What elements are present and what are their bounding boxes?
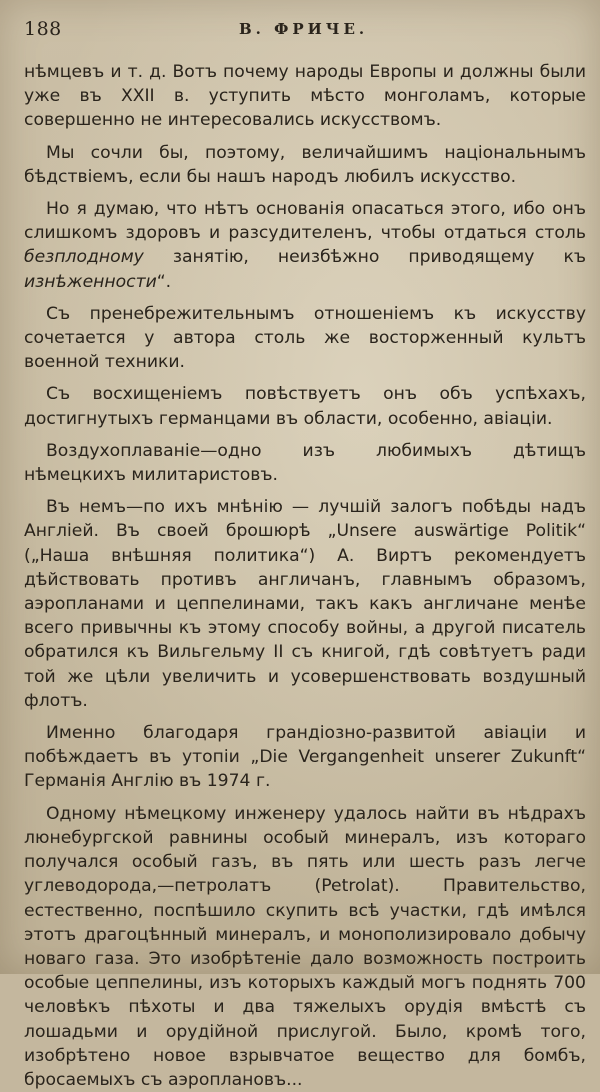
paragraph-3-text-c: “. (156, 271, 172, 292)
paragraph-3-italic-1: безплодному (24, 247, 144, 268)
running-head (24, 18, 586, 42)
paragraph-3-text-a: Но я думаю, что нѣтъ основанія опасаться этого, ибо онъ слишкомъ здоровъ и разсудителенъ, чтобы отдаться столь (24, 199, 586, 244)
paragraph-3-text-b: занятію, неизбѣжно приводящему къ (143, 247, 586, 268)
paragraph-5: Съ восхищеніемъ повѣствуетъ онъ объ успѣхахъ, достигнутыхъ германцами въ области, особенно, авіаціи. (24, 384, 586, 429)
paragraph-8: Именно благодаря грандіозно-развитой авіаціи и побѣждаетъ въ утопіи „Die Vergangenheit unserer Zukunft“ Германія Англію въ 1974 г. (24, 723, 586, 792)
page-number: 188 (24, 18, 62, 40)
running-title: В. ФРИЧЕ. (239, 20, 369, 38)
paragraph-9: Одному нѣмецкому инженеру удалось найти въ нѣдрахъ люнебургской равнины особый минералъ, изъ котораго получался особый газъ, въ пять или шесть разъ легче углеводорода,—петролатъ (Petrolat). Правительство, естественно, поспѣшило скупить всѣ участки, гдѣ имѣлся этотъ драгоцѣнный минералъ, и монополизировало добычу новаго газа. Это изобрѣтеніе дало возможность построить особые цеппелины, изъ которыхъ каждый могъ поднять 700 человѣкъ пѣхоты и два тяжелыхъ орудія вмѣстѣ съ лошадьми и орудійной прислугой. Было, кромѣ того, изобрѣтено новое взрывчатое вещество для бомбъ, бросаемыхъ съ аэроплановъ... (24, 803, 586, 1090)
paragraph-3 (24, 197, 586, 294)
paragraph-6: Воздухоплаваніе—одно изъ любимыхъ дѣтищъ нѣмецкихъ милитаристовъ. (24, 440, 586, 486)
paragraph-3-italic-2: изнѣженности (24, 271, 157, 292)
paragraph-4: Съ пренебрежительнымъ отношеніемъ къ искусству сочетается у автора столь же восторженный культъ военной техники. (24, 303, 586, 373)
body-text (24, 60, 586, 1092)
paragraph-7: Въ немъ—по ихъ мнѣнію — лучшій залогъ побѣды надъ Англіей. Въ своей брошюрѣ „Unsere auswärtige Politik“ („Наша внѣшняя политика“) А. Виртъ рекомендуетъ дѣйствовать противъ англичанъ, главнымъ образомъ, аэропланами и цеппелинами, такъ какъ англичане менѣе всего привычны къ этому способу войны, а другой писатель обратился къ Вильгельму II съ книгой, гдѣ совѣтуетъ ради той же цѣли увеличить и усовершенствовать воздушный флотъ. (24, 497, 586, 711)
paragraph-2: Мы сочли бы, поэтому, величайшимъ національнымъ бѣдствіемъ, если бы нашъ народъ любилъ искусство. (24, 142, 586, 187)
paragraph-1: нѣмцевъ и т. д. Вотъ почему народы Европы и должны были уже въ XXII в. уступить мѣсто монголамъ, которые совершенно не интересовались искусствомъ. (24, 62, 586, 131)
